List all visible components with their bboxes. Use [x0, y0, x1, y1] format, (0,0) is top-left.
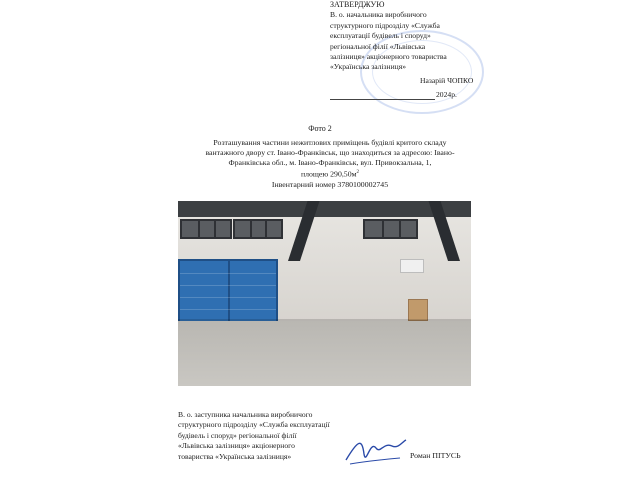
- bottom-line: «Львівська залізниця» акціонерного: [178, 441, 295, 451]
- photo-ground: [178, 321, 471, 386]
- photo-window: [233, 219, 283, 239]
- approval-line: «Українська залізниця»: [330, 62, 407, 72]
- approval-line: В. о. начальника виробничого: [330, 10, 427, 20]
- bottom-signatory-block: [178, 410, 348, 462]
- photo-roof: [178, 201, 471, 217]
- photo-label: Фото 2: [308, 124, 332, 133]
- building-photo: [178, 201, 471, 386]
- photo-description: [180, 138, 480, 190]
- bottom-line: товариства «Українська залізниця»: [178, 451, 292, 461]
- approval-title: ЗАТВЕРДЖУЮ: [330, 0, 385, 9]
- bottom-line: структурного підрозділу «Служба експлуатації: [178, 420, 330, 430]
- inventory-number: Інвентарний номер 3780100002745: [271, 179, 389, 189]
- approval-line: залізниця» акціонерного товариства: [330, 52, 447, 62]
- approval-year: 2024р.: [436, 90, 457, 99]
- photo-boxes: [408, 299, 428, 321]
- approval-line: структурного підрозділу «Служба: [330, 20, 440, 30]
- description-area: [180, 168, 480, 180]
- area-unit-superscript: 2: [356, 170, 360, 175]
- date-underline: [330, 99, 435, 100]
- description-line: Розташування частини нежитлових приміщень будівлі критого складу: [213, 138, 447, 147]
- area-value: площею 290,50м: [300, 169, 357, 179]
- description-line: Франківська обл., м. Івано-Франківськ, вул. Привокзальна, 1,: [228, 158, 432, 167]
- approval-block: [330, 0, 480, 73]
- bottom-line: В. о. заступника начальника виробничого: [178, 410, 313, 419]
- description-line: вантажного двору ст. Івано-Франківськ, що знаходиться за адресою: Івано-: [205, 148, 455, 157]
- approval-line: регіональної філії «Львівська: [330, 41, 426, 51]
- approval-signer-name: Назарій ЧОПКО: [420, 76, 474, 85]
- handwritten-signature: [340, 430, 410, 470]
- bottom-line: будівель і споруд» регіональної філії: [178, 430, 297, 440]
- approval-line: експлуатації будівель і споруд»: [330, 31, 431, 41]
- bottom-signer-name: Роман ПІТУСЬ: [410, 451, 461, 460]
- photo-window: [180, 219, 232, 239]
- photo-ac-unit: [400, 259, 424, 273]
- photo-window: [363, 219, 418, 239]
